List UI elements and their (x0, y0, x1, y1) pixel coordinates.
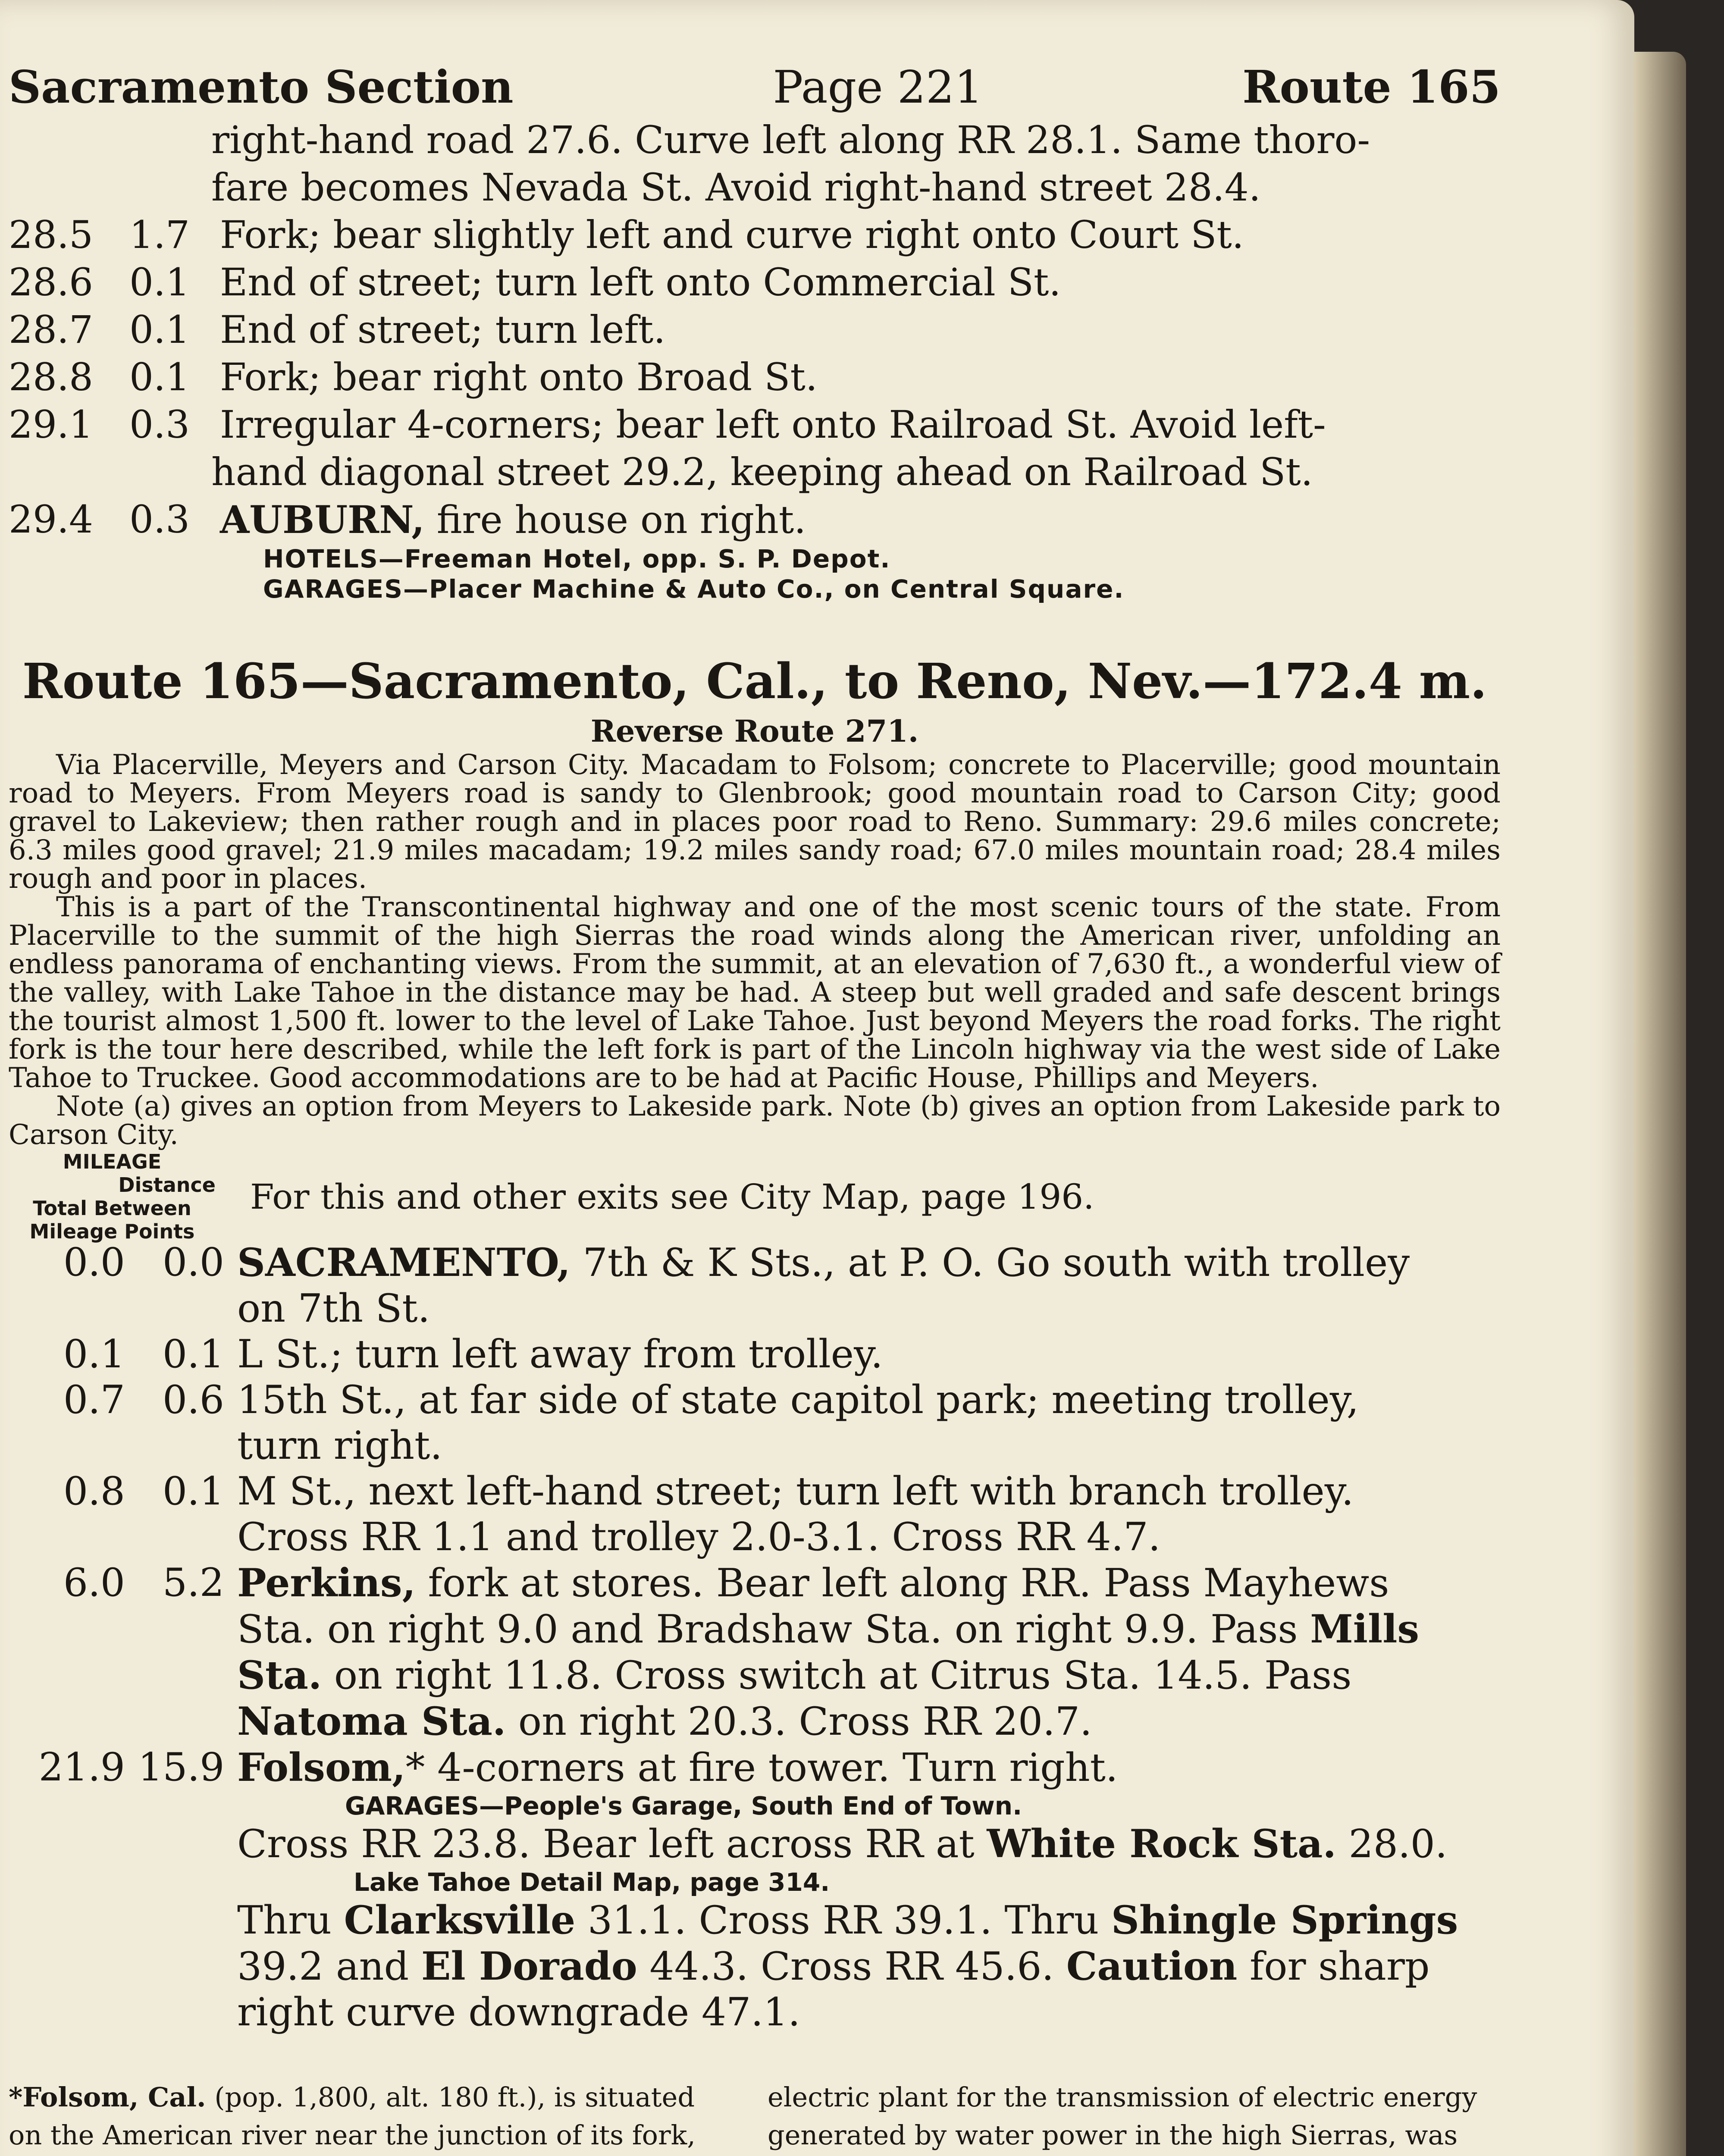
direction-line (237, 1240, 1501, 1286)
garages-line: GARAGES—Placer Machine & Auto Co., on Central Square. (263, 574, 1125, 604)
route-entry (9, 1332, 1501, 1377)
direction-text: on 7th St. (237, 1286, 430, 1331)
direction-text: Sta. on right 9.0 and Bradshaw Sta. on right 9.9. Pass (237, 1607, 1310, 1652)
direction-continuation (9, 1606, 1501, 1652)
direction-text: Fork; bear right onto Broad St. (220, 355, 818, 399)
distance-label: Distance (118, 1173, 216, 1197)
total-mileage: 28.7 (9, 307, 93, 352)
direction-line (237, 1332, 1501, 1377)
bold-place-name: Sta. (237, 1652, 322, 1698)
route-row (9, 401, 1501, 448)
direction-continuation (9, 1990, 1501, 2035)
direction-continuation (9, 1821, 1501, 1867)
direction-text: End of street; turn left. (220, 307, 666, 352)
distance: 5.2 (162, 1560, 224, 1605)
lake-tahoe-map-note: Lake Tahoe Detail Map, page 314. (354, 1868, 830, 1897)
direction-text: Irregular 4-corners; bear left onto Railroad St. Avoid left- (220, 402, 1326, 447)
total-mileage: 29.4 (9, 497, 93, 542)
direction-continuation (9, 1652, 1501, 1698)
bold-place-name: Folsom, (237, 1745, 406, 1790)
direction-text: on right 11.8. Cross switch at Citrus Sta. 14.5. Pass (322, 1653, 1352, 1698)
direction-text: M St., next left-hand street; turn left with branch trolley. (237, 1469, 1354, 1514)
footnote-col-1 (9, 2078, 755, 2156)
bold-place-name: Clarksville (344, 1897, 576, 1943)
direction-text: on right 20.3. Cross RR 20.7. (506, 1699, 1092, 1744)
direction-text: Fork; bear slightly left and curve right onto Court St. (220, 213, 1244, 257)
distance: 0.0 (162, 1240, 224, 1285)
book-edge (1634, 52, 1686, 2156)
auburn-row (9, 496, 1501, 544)
direction-line (237, 1377, 1501, 1423)
intro-paragraph: Note (a) gives an option from Meyers to Lakeside park. Note (b) gives an option from Lakeside park to Carson City. (9, 1091, 1501, 1151)
direction-text: turn right. (237, 1423, 442, 1468)
total-mileage: 28.8 (9, 355, 93, 399)
mileage-header (9, 1150, 216, 1243)
route-entry (9, 1560, 1501, 1606)
town-name: AUBURN, (220, 497, 425, 542)
prev-route-rows (9, 211, 1501, 496)
total-mileage: 21.9 (38, 1745, 125, 1790)
mileage-points-label: Mileage Points (29, 1220, 195, 1243)
bold-place-name: Natoma Sta. (237, 1698, 506, 1744)
hotels-line: HOTELS—Freeman Hotel, opp. S. P. Depot. (263, 544, 891, 573)
direction-line (237, 1469, 1501, 1514)
direction-continuation (9, 1286, 1501, 1332)
route-row (9, 306, 1501, 354)
bold-place-name: Shingle Springs (1111, 1897, 1458, 1943)
prev-intro-line-1: right-hand road 27.6. Curve left along RR 28.1. Same thoro- (211, 118, 1370, 162)
bold-place-name: Mills (1310, 1606, 1420, 1652)
route-title: Route 165—Sacramento, Cal., to Reno, Nev.—172.4 m. (22, 653, 1487, 710)
direction-continuation (9, 1423, 1501, 1469)
total-mileage: 6.0 (63, 1560, 125, 1605)
direction-text: Cross RR 23.8. Bear left across RR at (237, 1821, 987, 1867)
direction-line (237, 1560, 1501, 1606)
direction-text: 44.3. Cross RR 45.6. (637, 1944, 1066, 1989)
direction-text: right curve downgrade 47.1. (237, 1990, 800, 2035)
direction-text: 31.1. Cross RR 39.1. Thru (575, 1898, 1111, 1943)
page-header (9, 60, 1501, 116)
route-entry (9, 1240, 1501, 1286)
total-mileage: 0.1 (63, 1332, 125, 1377)
direction-text: 28.0. (1336, 1821, 1448, 1867)
direction-continuation (9, 1514, 1501, 1560)
distance: 0.1 (129, 307, 190, 352)
total-mileage: 0.7 (63, 1377, 125, 1423)
direction-text: L St.; turn left away from trolley. (237, 1332, 883, 1377)
reverse-route: Reverse Route 271. (590, 713, 919, 749)
distance: 1.7 (129, 213, 190, 257)
direction-detail: fire house on right. (424, 498, 806, 542)
distance: 15.9 (138, 1745, 225, 1790)
folsom-garages: GARAGES—People's Garage, South End of Town. (345, 1791, 1022, 1821)
page-content (9, 60, 1501, 2156)
direction-text (220, 496, 1501, 544)
total-between-label: Total Between (33, 1197, 191, 1220)
distance: 0.3 (129, 497, 190, 542)
distance: 0.1 (129, 260, 190, 304)
direction-text: Thru (237, 1898, 344, 1943)
total-mileage: 0.8 (63, 1469, 125, 1514)
direction-text: 7th & K Sts., at P. O. Go south with trolley (570, 1240, 1410, 1285)
route-number: Route 165 (1242, 60, 1501, 113)
direction-line (237, 1745, 1501, 1791)
total-mileage: 29.1 (9, 402, 93, 447)
page-number: Page 221 (773, 61, 983, 113)
direction-continuation: hand diagonal street 29.2, keeping ahead on Railroad St. (211, 450, 1313, 494)
footnote-title: *Folsom, Cal. (9, 2081, 206, 2113)
footnote-col-2: electric plant for the transmission of electric energy generated by water power in the high Sierras, was (768, 2081, 1477, 2151)
route-entry (9, 1377, 1501, 1423)
mileage-label: MILEAGE (63, 1150, 162, 1173)
section-title: Sacramento Section (9, 60, 514, 113)
distance: 0.6 (162, 1377, 224, 1423)
distance: 0.1 (162, 1469, 224, 1514)
total-mileage: 28.6 (9, 260, 93, 304)
direction-text: Cross RR 1.1 and trolley 2.0-3.1. Cross RR 4.7. (237, 1514, 1161, 1560)
folsom-details (9, 1791, 1501, 2035)
total-mileage: 0.0 (63, 1240, 125, 1285)
route-intro (9, 751, 1501, 1149)
direction-continuation (9, 1698, 1501, 1745)
direction-text: 39.2 and (237, 1944, 421, 1989)
route-row (9, 259, 1501, 306)
route-row (9, 211, 1501, 259)
route-entry (9, 1469, 1501, 1514)
distance: 0.1 (162, 1332, 224, 1377)
total-mileage: 28.5 (9, 213, 93, 257)
direction-text: End of street; turn left onto Commercial St. (220, 260, 1061, 304)
route-entry (9, 1745, 1501, 1791)
bold-place-name: SACRAMENTO, (237, 1240, 570, 1285)
direction-text: fork at stores. Bear left along RR. Pass Mayhews (415, 1561, 1389, 1606)
bold-place-name: El Dorado (421, 1943, 637, 1989)
direction-text: 15th St., at far side of state capitol park; meeting trolley, (237, 1377, 1359, 1423)
distance: 0.3 (129, 402, 190, 447)
direction-continuation (9, 1943, 1501, 1990)
route-row (9, 354, 1501, 401)
direction-text: * 4-corners at fire tower. Turn right. (405, 1745, 1118, 1790)
mileage-header-row (9, 1150, 1501, 1243)
intro-paragraph: Via Placerville, Meyers and Carson City. Macadam to Folsom; concrete to Placerville; good mountain road to Meyers. From Meyers road is sandy to Glenbrook; good mountain road to Carson City; good gravel to Lakeview; then rather rough and in places poor road to Reno. Summary: 29.6 miles concrete; 6.3 miles good gravel; 21.9 miles macadam; 19.2 miles sandy road; 67.0 miles mountain road; 28.4 miles rough and poor in places. (9, 749, 1501, 895)
direction-text: for sharp (1237, 1944, 1430, 1989)
bold-place-name: Perkins, (237, 1560, 416, 1606)
direction-continuation (9, 1897, 1501, 1943)
footnote (9, 2078, 1501, 2156)
route-entries (9, 1240, 1501, 1791)
intro-paragraph: This is a part of the Transcontinental highway and one of the most scenic tours of the state. From Placerville to the summit of the high Sierras the road winds along the American river, unfolding an endless panorama of enchanting views. From the summit, at an elevation of 7,630 ft., a wonderful view of the valley, with Lake Tahoe in the distance may be had. A steep but well graded and safe descent brings the tourist almost 1,500 ft. lower to the level of Lake Tahoe. Just beyond Meyers the road forks. The right fork is the tour here described, while the left fork is part of the Lincoln highway via the west side of Lake Tahoe to Truckee. Good accommodations are to be had at Pacific House, Phillips and Meyers. (9, 891, 1501, 1094)
exits-note: For this and other exits see City Map, page 196. (250, 1176, 1094, 1217)
bold-place-name: Caution (1066, 1943, 1238, 1989)
footnote-text: (pop. 1,800, alt. 180 ft.), is situated on the American river near the junction of its fork, (9, 2081, 696, 2151)
prev-intro-line-2: fare becomes Nevada St. Avoid right-hand street 28.4. (211, 165, 1261, 210)
distance: 0.1 (129, 355, 190, 399)
bold-place-name: White Rock Sta. (987, 1821, 1336, 1867)
